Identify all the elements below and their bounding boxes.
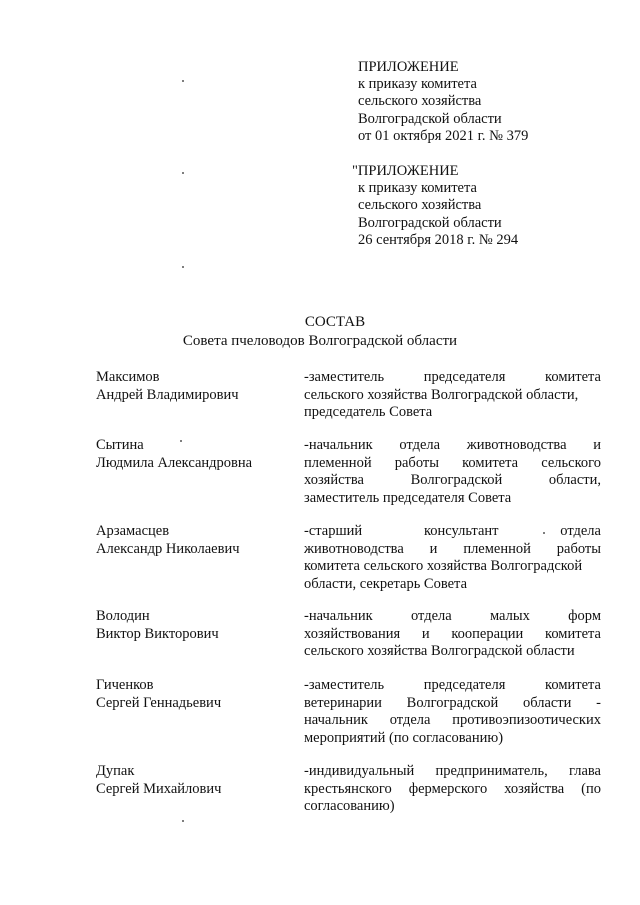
role-line bbox=[304, 608, 601, 626]
role-word: работы bbox=[394, 454, 439, 471]
role-line bbox=[304, 695, 601, 713]
annex-line: к приказу комитета bbox=[358, 76, 477, 93]
role-word: консультант bbox=[423, 523, 499, 539]
role-word: хозяйства bbox=[304, 472, 364, 489]
role-line bbox=[304, 387, 601, 405]
role-line bbox=[304, 798, 601, 816]
role-line bbox=[304, 677, 601, 695]
role-line bbox=[304, 781, 601, 799]
scan-speck bbox=[180, 440, 182, 442]
role-word: -заместитель bbox=[304, 369, 385, 385]
member-role bbox=[304, 437, 601, 507]
role-word: малых bbox=[489, 608, 530, 624]
annex-line: Волгоградской области bbox=[358, 214, 502, 231]
role-word: комитета bbox=[545, 369, 601, 385]
role-word: ветеринарии bbox=[304, 694, 382, 711]
role-word: предприниматель, bbox=[435, 763, 548, 779]
role-line bbox=[304, 541, 601, 559]
role-word: начальник bbox=[304, 712, 368, 729]
role-word: племенной bbox=[463, 540, 531, 557]
member-name bbox=[96, 437, 296, 472]
role-word: и bbox=[421, 625, 430, 642]
role-word: комитета bbox=[462, 454, 519, 471]
member-surname: Гиченков bbox=[96, 677, 154, 693]
role-word: -начальник bbox=[304, 608, 373, 624]
role-line bbox=[304, 643, 601, 661]
role-word: животноводства bbox=[466, 437, 567, 453]
member-role bbox=[304, 523, 601, 593]
role-word: сельского bbox=[541, 454, 601, 471]
role-word: -начальник bbox=[304, 437, 373, 453]
member-role bbox=[304, 369, 601, 422]
scan-speck bbox=[543, 532, 545, 534]
member-given-names: Сергей Геннадьевич bbox=[96, 694, 222, 711]
annex-line: 26 сентября 2018 г. № 294 bbox=[358, 231, 519, 248]
role-word: отдела bbox=[560, 523, 601, 539]
role-word: форм bbox=[568, 608, 601, 624]
member-surname: Сытина bbox=[96, 437, 144, 453]
role-word: Волгоградской bbox=[410, 472, 503, 489]
role-line bbox=[304, 576, 601, 594]
scan-speck bbox=[182, 172, 184, 174]
role-word: председателя bbox=[423, 677, 506, 693]
role-line bbox=[304, 730, 601, 748]
role-word: комитета bbox=[545, 625, 601, 642]
document-title bbox=[0, 313, 640, 351]
member-surname: Володин bbox=[96, 608, 150, 624]
role-word: мероприятий (по согласованию) bbox=[304, 729, 504, 746]
member-role bbox=[304, 763, 601, 816]
role-word: кооперации bbox=[451, 625, 524, 642]
member-given-names: Виктор Викторович bbox=[96, 625, 219, 642]
member-given-names: Андрей Владимирович bbox=[96, 386, 239, 403]
member-surname: Максимов bbox=[96, 369, 160, 385]
role-word: и bbox=[429, 540, 438, 557]
member-name bbox=[96, 763, 296, 798]
role-word: глава bbox=[569, 763, 601, 779]
role-line bbox=[304, 437, 601, 455]
role-word: -старший bbox=[304, 523, 363, 539]
role-word: -индивидуальный bbox=[304, 763, 415, 779]
role-word: председатель Совета bbox=[304, 404, 433, 421]
role-word: области, секретарь Совета bbox=[304, 575, 468, 592]
member-given-names: Сергей Михайлович bbox=[96, 780, 222, 797]
member-surname: Арзамасцев bbox=[96, 523, 170, 539]
member-surname: Дупак bbox=[96, 763, 135, 779]
role-word: противоэпизоотических bbox=[452, 712, 601, 729]
role-line bbox=[304, 523, 601, 541]
role-word: согласованию) bbox=[304, 798, 395, 815]
scan-speck bbox=[182, 266, 184, 268]
role-word: комитета bbox=[545, 677, 601, 693]
annex-line: Волгоградской области bbox=[358, 110, 502, 127]
role-word: отдела bbox=[389, 712, 431, 729]
role-line bbox=[304, 490, 601, 508]
role-word: хозяйства bbox=[504, 780, 565, 797]
role-word: заместитель председателя Совета bbox=[304, 489, 512, 506]
role-line bbox=[304, 626, 601, 644]
role-word: работы bbox=[556, 540, 601, 557]
member-name bbox=[96, 523, 296, 558]
annex-line: сельского хозяйства bbox=[358, 197, 482, 214]
annex-line: к приказу комитета bbox=[358, 180, 477, 197]
role-line bbox=[304, 763, 601, 781]
role-word: сельского хозяйства Волгоградской области bbox=[304, 643, 575, 660]
title-heading: СОСТАВ bbox=[304, 314, 366, 330]
role-line bbox=[304, 369, 601, 387]
role-word: (по bbox=[581, 780, 601, 797]
role-word: крестьянского bbox=[304, 780, 392, 797]
role-word: и bbox=[593, 437, 601, 453]
role-word: отдела bbox=[411, 608, 452, 624]
role-line bbox=[304, 558, 601, 576]
annex-line: сельского хозяйства bbox=[358, 93, 482, 110]
role-word: сельского хозяйства Волгоградской области, bbox=[304, 386, 579, 403]
role-line bbox=[304, 455, 601, 473]
member-name bbox=[96, 677, 296, 712]
annex-line: ПРИЛОЖЕНИЕ bbox=[358, 59, 459, 75]
member-given-names: Людмила Александровна bbox=[96, 454, 253, 471]
role-word: области, bbox=[548, 472, 601, 489]
role-word: комитета сельского хозяйства Волгоградской bbox=[304, 558, 583, 575]
role-word: Волгоградской bbox=[406, 694, 499, 711]
role-word: - bbox=[596, 694, 601, 711]
role-word: фермерского bbox=[408, 780, 488, 797]
role-word: председателя bbox=[423, 369, 506, 385]
scan-speck bbox=[182, 80, 184, 82]
annex-line: от 01 октября 2021 г. № 379 bbox=[358, 127, 529, 144]
member-name bbox=[96, 369, 296, 404]
title-subtitle: Совета пчеловодов Волгоградской области bbox=[182, 333, 458, 349]
member-role bbox=[304, 608, 601, 661]
annex-header-previous bbox=[352, 163, 518, 249]
scan-speck bbox=[182, 820, 184, 822]
member-role bbox=[304, 677, 601, 747]
role-line bbox=[304, 472, 601, 490]
role-word: области bbox=[522, 694, 572, 711]
annex-line: "ПРИЛОЖЕНИЕ bbox=[352, 163, 459, 179]
role-line bbox=[304, 404, 601, 422]
annex-header-current bbox=[358, 59, 528, 145]
role-word: животноводства bbox=[304, 540, 404, 557]
role-word: отдела bbox=[399, 437, 441, 453]
member-name bbox=[96, 608, 296, 643]
member-given-names: Александр Николаевич bbox=[96, 540, 240, 557]
role-word: хозяйствования bbox=[304, 625, 401, 642]
role-line bbox=[304, 712, 601, 730]
role-word: племенной bbox=[304, 454, 372, 471]
role-word: -заместитель bbox=[304, 677, 385, 693]
